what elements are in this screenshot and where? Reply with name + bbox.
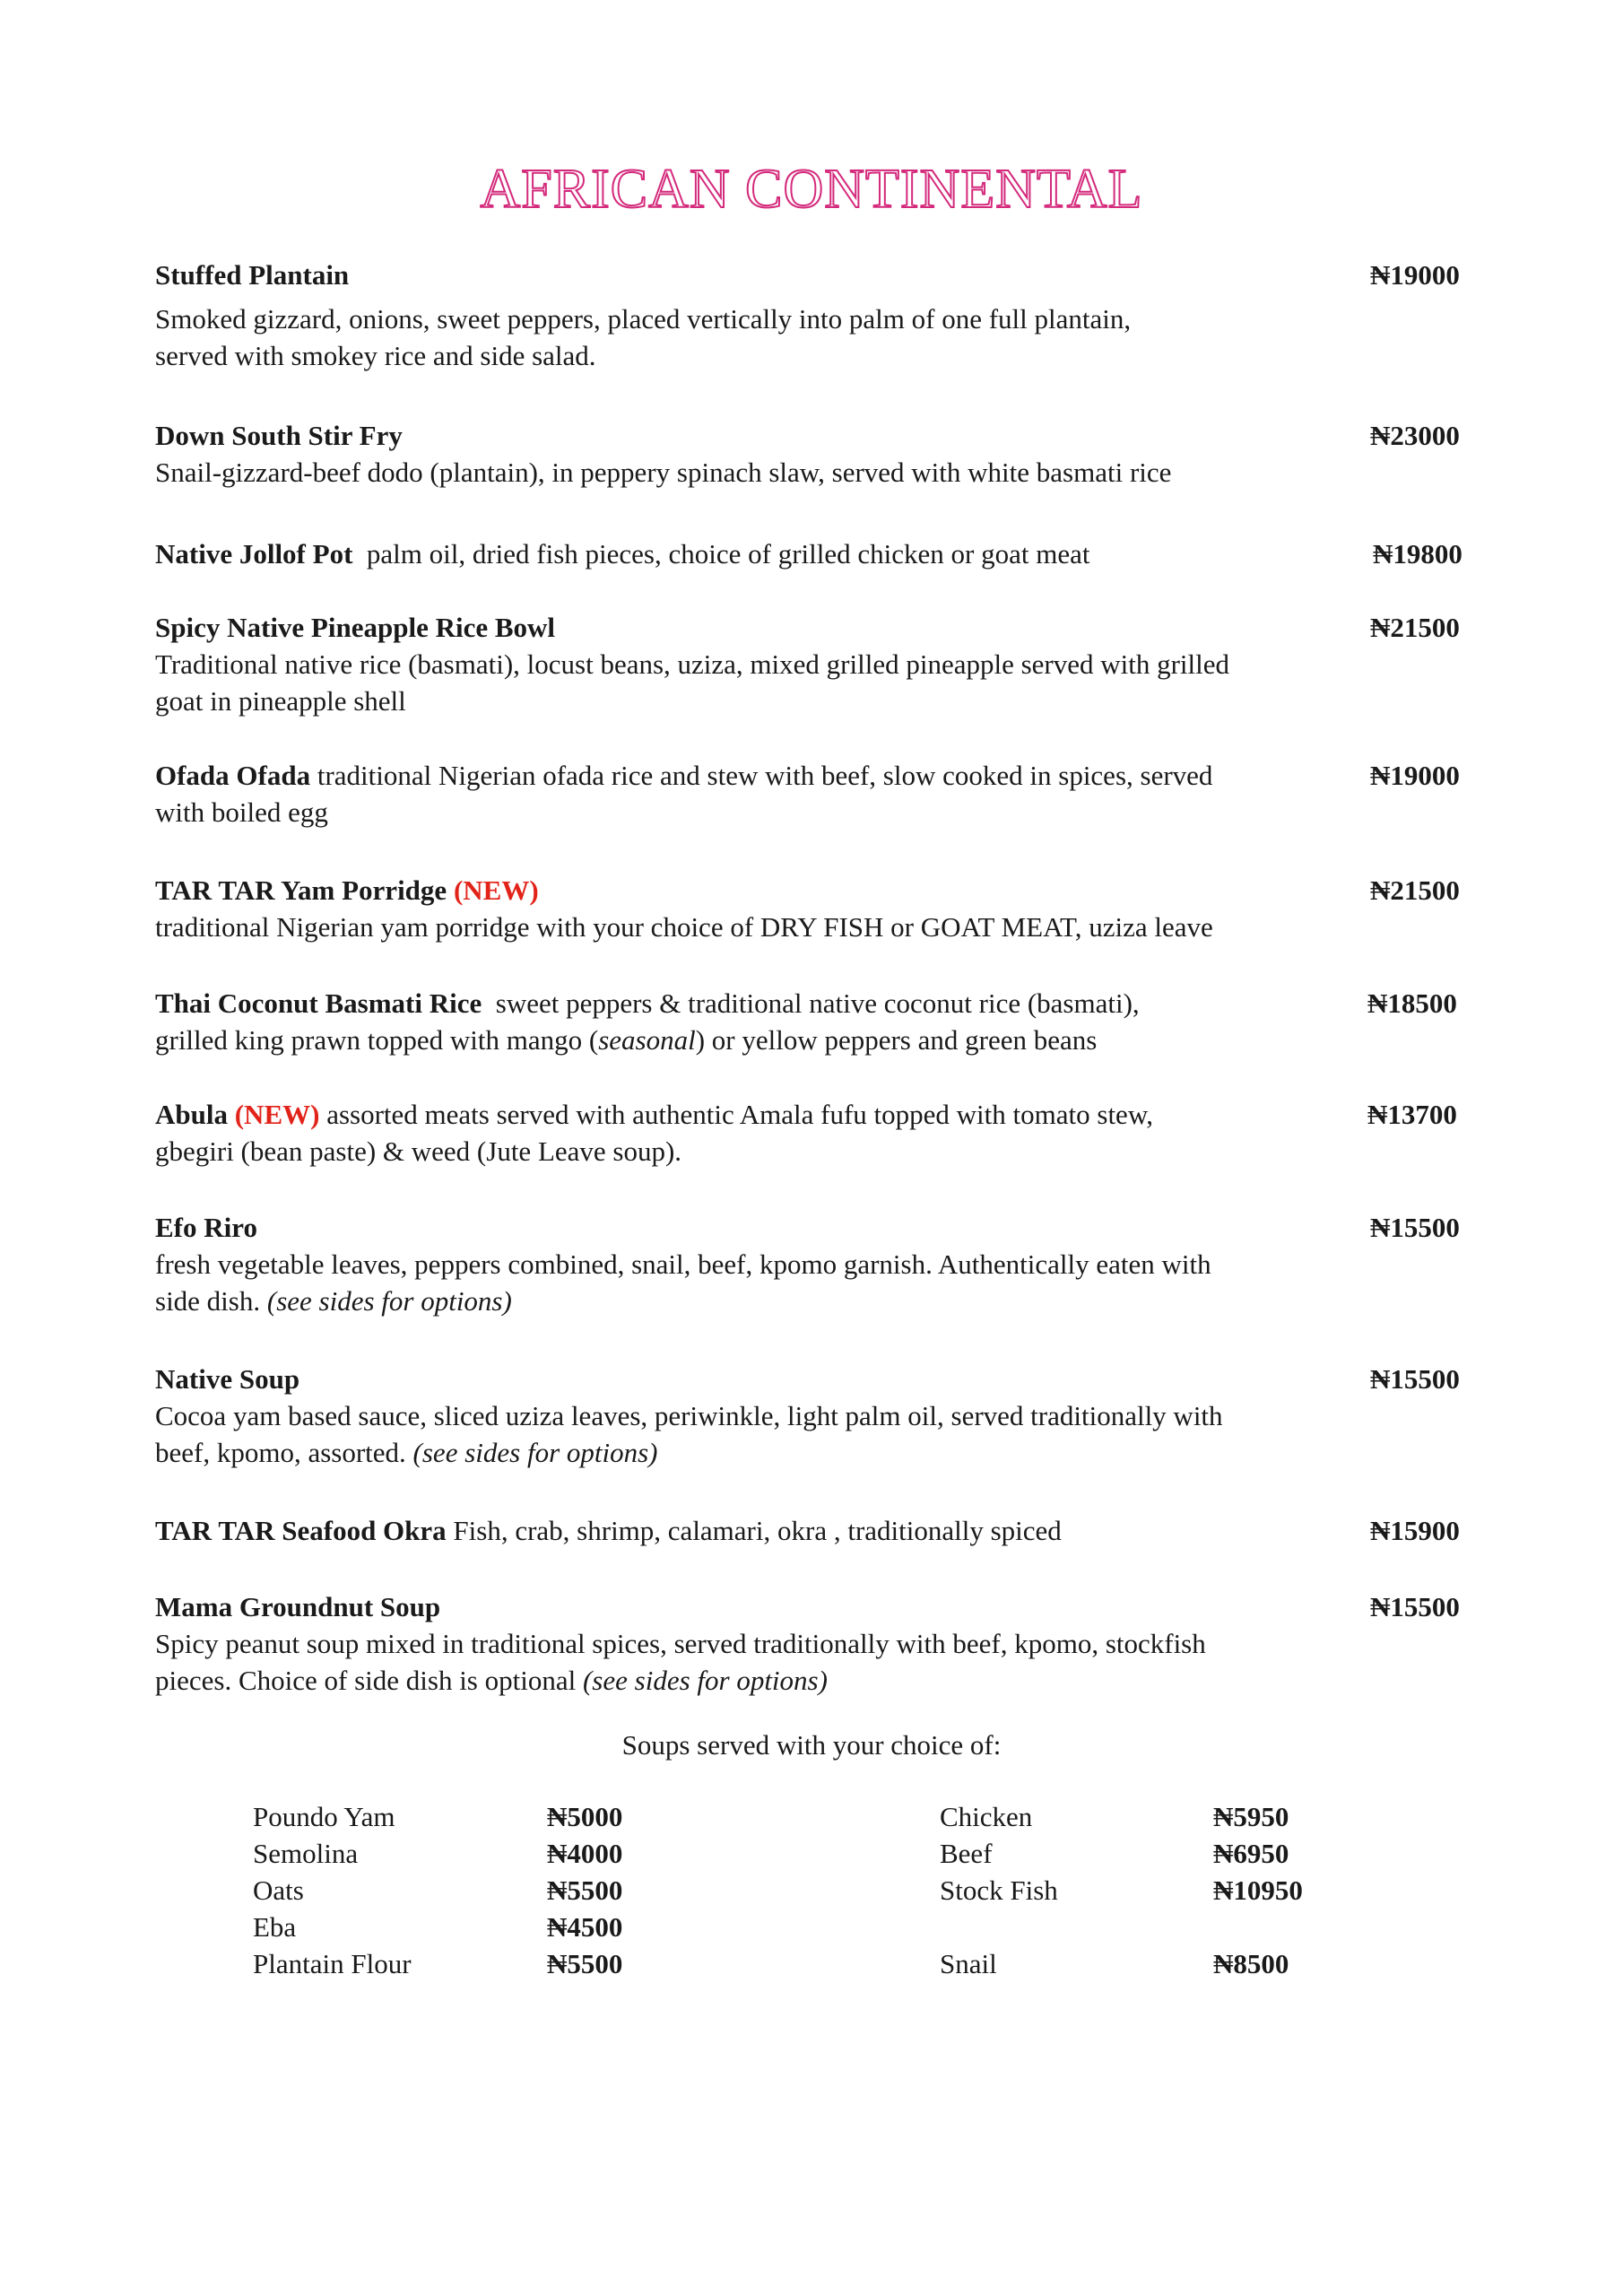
- seasonal-note: seasonal: [598, 1024, 696, 1056]
- side-price: ₦10950: [1213, 1874, 1303, 1906]
- item-description: palm oil, dried fish pieces, choice of grilled chicken or goat meat: [366, 538, 1090, 570]
- item-name: Native Jollof Pot: [155, 538, 353, 570]
- item-price: ₦18500: [1367, 987, 1457, 1019]
- item-description: sweet peppers & traditional native coconut rice (basmati),: [495, 987, 1140, 1019]
- item-name: Efo Riro: [155, 1212, 257, 1243]
- item-description: Cocoa yam based sauce, sliced uziza leaves, periwinkle, light palm oil, served traditionally with: [155, 1400, 1223, 1431]
- item-description: goat in pineapple shell: [155, 685, 406, 717]
- item-name: Abula: [155, 1099, 228, 1130]
- side-row: [253, 1945, 623, 1982]
- side-price: ₦5500: [547, 1874, 623, 1906]
- item-price: ₦19000: [1370, 760, 1460, 791]
- side-name: Semolina: [253, 1838, 359, 1869]
- side-row: [940, 1945, 1289, 1982]
- side-name: Poundo Yam: [253, 1801, 395, 1832]
- menu-item-ofada-ofada: [155, 757, 1482, 831]
- menu-item-down-south-stir-fry: [155, 417, 1482, 491]
- side-name: Snail: [940, 1948, 997, 1979]
- item-price: ₦15500: [1370, 1591, 1460, 1622]
- menu-item-mama-groundnut-soup: [155, 1588, 1482, 1699]
- item-price: ₦23000: [1370, 420, 1460, 451]
- item-name: TAR TAR Yam Porridge: [155, 874, 447, 906]
- side-price: ₦5950: [1213, 1801, 1289, 1832]
- menu-item-tar-tar-yam-porridge: [155, 872, 1482, 945]
- menu-item-thai-coconut-basmati-rice: [155, 985, 1482, 1058]
- menu-item-native-jollof-pot: [155, 535, 1482, 572]
- menu-item-native-soup: [155, 1361, 1482, 1471]
- side-price: ₦6950: [1213, 1838, 1289, 1869]
- side-price: ₦4000: [547, 1838, 623, 1869]
- sides-heading: Soups served with your choice of:: [621, 1729, 1002, 1761]
- item-price: ₦21500: [1370, 612, 1460, 643]
- sides-note: (see sides for options): [582, 1665, 828, 1696]
- side-name: Beef: [940, 1838, 993, 1869]
- side-name: Plantain Flour: [253, 1948, 412, 1979]
- side-row: [253, 1872, 623, 1909]
- item-description: pieces. Choice of side dish is optional: [155, 1665, 577, 1696]
- menu-item-spicy-native-pineapple-rice-bowl: [155, 609, 1482, 719]
- side-row: [253, 1909, 623, 1945]
- side-name: Oats: [253, 1874, 304, 1906]
- side-name: Chicken: [940, 1801, 1033, 1832]
- item-description: Traditional native rice (basmati), locust beans, uziza, mixed grilled pineapple served with grilled: [155, 648, 1230, 680]
- item-description: with boiled egg: [155, 796, 328, 828]
- new-badge: (NEW): [234, 1099, 320, 1130]
- item-price: ₦19000: [1370, 259, 1460, 291]
- item-price: ₦15900: [1370, 1515, 1460, 1546]
- side-price: ₦8500: [1213, 1948, 1289, 1979]
- item-description-part: ) or yellow peppers and green beans: [695, 1024, 1098, 1056]
- item-description: traditional Nigerian yam porridge with your choice of DRY FISH or GOAT MEAT, uziza leave: [155, 911, 1213, 943]
- item-name: Thai Coconut Basmati Rice: [155, 987, 482, 1019]
- item-description-part: grilled king prawn topped with mango (: [155, 1024, 599, 1056]
- menu-item-stuffed-plantain: [155, 257, 1482, 374]
- item-description: Snail-gizzard-beef dodo (plantain), in peppery spinach slaw, served with white basmati rice: [155, 457, 1172, 488]
- item-price: ₦19800: [1373, 538, 1462, 570]
- item-description: Spicy peanut soup mixed in traditional spices, served traditionally with beef, kpomo, stockfish: [155, 1628, 1206, 1659]
- side-price: ₦4500: [547, 1911, 623, 1943]
- item-description: Smoked gizzard, onions, sweet peppers, placed vertically into palm of one full plantain,: [155, 303, 1132, 335]
- side-row: [940, 1798, 1289, 1835]
- new-badge: (NEW): [453, 874, 539, 906]
- item-description: served with smokey rice and side salad.: [155, 340, 596, 371]
- item-description: assorted meats served with authentic Amala fufu topped with tomato stew,: [326, 1099, 1153, 1130]
- item-name: Native Soup: [155, 1363, 300, 1395]
- sides-note: (see sides for options): [412, 1437, 658, 1468]
- side-name: Stock Fish: [940, 1874, 1058, 1906]
- item-price: ₦21500: [1370, 874, 1460, 906]
- side-row: [253, 1798, 623, 1835]
- item-name: Ofada Ofada: [155, 760, 311, 791]
- item-description: fresh vegetable leaves, peppers combined, snail, beef, kpomo garnish. Authentically eaten with: [155, 1248, 1211, 1280]
- item-description: Fish, crab, shrimp, calamari, okra , traditionally spiced: [453, 1515, 1062, 1546]
- item-name: Spicy Native Pineapple Rice Bowl: [155, 612, 556, 643]
- item-price: ₦15500: [1370, 1363, 1460, 1395]
- sides-note: (see sides for options): [266, 1285, 512, 1317]
- side-row: [940, 1835, 1289, 1872]
- side-price: ₦5000: [547, 1801, 623, 1832]
- item-price: ₦13700: [1367, 1099, 1457, 1130]
- menu-item-abula: [155, 1096, 1482, 1170]
- side-price: ₦5500: [547, 1948, 623, 1979]
- page-title: AFRICAN CONTINENTAL: [480, 159, 1143, 220]
- side-name: Eba: [253, 1911, 297, 1943]
- item-description: gbegiri (bean paste) & weed (Jute Leave soup).: [155, 1135, 682, 1167]
- menu-item-tar-tar-seafood-okra: [155, 1512, 1482, 1549]
- item-description: traditional Nigerian ofada rice and stew with beef, slow cooked in spices, served: [317, 760, 1213, 791]
- item-name: Down South Stir Fry: [155, 420, 403, 451]
- item-description: side dish.: [155, 1285, 261, 1317]
- item-name: Stuffed Plantain: [155, 259, 350, 291]
- menu-item-efo-riro: [155, 1209, 1482, 1319]
- item-name: Mama Groundnut Soup: [155, 1591, 441, 1622]
- item-price: ₦15500: [1370, 1212, 1460, 1243]
- item-description: [155, 1022, 1482, 1058]
- side-row: [253, 1835, 623, 1872]
- item-name: TAR TAR Seafood Okra: [155, 1515, 447, 1546]
- side-row: [940, 1872, 1303, 1909]
- item-description: beef, kpomo, assorted.: [155, 1437, 406, 1468]
